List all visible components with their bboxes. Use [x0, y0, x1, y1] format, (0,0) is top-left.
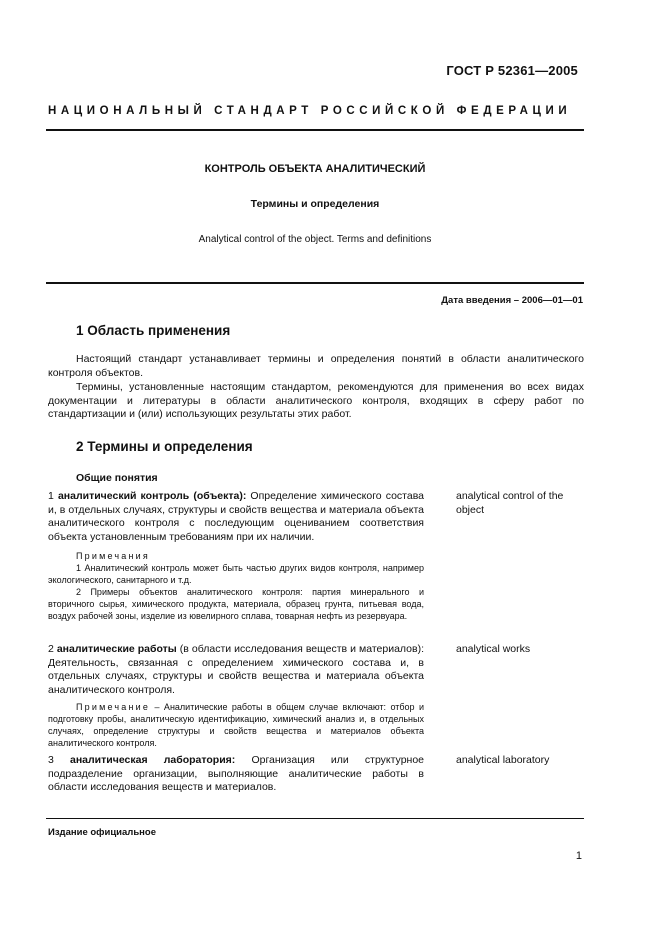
official-edition: Издание официальное [48, 827, 156, 838]
notes-1-item-2-text: 2 Примеры объектов аналитического контроля: партия минерального и вторичного сырья, химического продукта, материала, образец грунта, питьевая вода, воздух рабочей зоны, изделие из ювелирного сплава, товарная нефть из резервуара. [48, 587, 424, 621]
section1-paragraph-2 [48, 381, 584, 422]
gost-number: ГОСТ Р 52361—2005 [446, 63, 578, 78]
term-2 [48, 643, 424, 697]
notes-1-title: Примечания [76, 551, 150, 561]
term-1-name: аналитический контроль (объекта): [57, 490, 247, 502]
term-1 [48, 490, 424, 544]
national-standard-title: НАЦИОНАЛЬНЫЙ СТАНДАРТ РОССИЙСКОЙ ФЕДЕРАЦИИ [48, 105, 572, 117]
term-3-number: 3 [48, 754, 54, 766]
term-3 [48, 754, 424, 795]
introduction-date: Дата введения – 2006—01—01 [441, 295, 583, 306]
note-2-label: Примечание [76, 702, 151, 712]
document-subtitle: Термины и определения [250, 198, 380, 210]
note-2-text: – Аналитические работы в общем случае включают: отбор и подготовку пробы, аналитическую идентификацию, химический анализ и, в отдельных случаях, определение структуры и свойств вещества и материалов объекта аналитического контроля. [48, 702, 424, 748]
footer-rule [46, 818, 584, 819]
page-number: 1 [575, 850, 582, 862]
section1-paragraph-1-text: Настоящий стандарт устанавливает термины и определения понятий в области аналитического контроля объектов. [48, 353, 584, 379]
term-1-number: 1 [48, 490, 54, 502]
notes-1 [48, 550, 424, 622]
notes-1-item-2 [48, 586, 424, 622]
term-2-number: 2 [48, 643, 54, 655]
term-1-definition: Определение химического состава и, в отдельных случаях, структуры и свойств вещества и материала объекта аналитического контроля с последующим оцениванием соответствия объекта установленным требованиям при их наличии. [48, 490, 425, 543]
term-1-english: analytical control of the object [456, 490, 564, 516]
section1-paragraph-2-text: Термины, установленные настоящим стандартом, рекомендуются для применения во всех видах документации и литературы в области аналитического контроля, входящих в сферу работ по стандартизации и (или) использующих результаты этих работ. [48, 381, 584, 420]
term-2-english: analytical works [456, 643, 531, 655]
header-rule [46, 129, 584, 131]
document-english-title: Analytical control of the object. Terms and definitions [198, 234, 432, 245]
term-3-english: analytical laboratory [456, 754, 550, 766]
note-2 [48, 701, 424, 749]
term-2-name: аналитические работы [56, 643, 177, 655]
section2-subheading: Общие понятия [76, 472, 158, 484]
section1-paragraph-1 [48, 353, 584, 380]
section1-heading: 1 Область применения [76, 323, 231, 338]
title-rule [46, 282, 584, 284]
term-2-definition: (в области исследования веществ и материалов): Деятельность, связанная с определением химического состава и, в отдельных случаях, структуры и свойств вещества и материала объекта аналитического контроля. [48, 643, 424, 696]
term-3-definition: Организация или структурное подразделение организации, выполняющие аналитические работы в области исследования веществ и материалов. [48, 754, 425, 793]
notes-1-item-1 [48, 562, 424, 586]
section2-heading: 2 Термины и определения [76, 439, 253, 454]
term-3-name: аналитическая лаборатория: [69, 754, 236, 766]
notes-1-item-1-text: 1 Аналитический контроль может быть частью других видов контроля, например экологического, санитарного и т.д. [48, 563, 424, 585]
document-title: КОНТРОЛЬ ОБЪЕКТА АНАЛИТИЧЕСКИЙ [204, 163, 426, 175]
